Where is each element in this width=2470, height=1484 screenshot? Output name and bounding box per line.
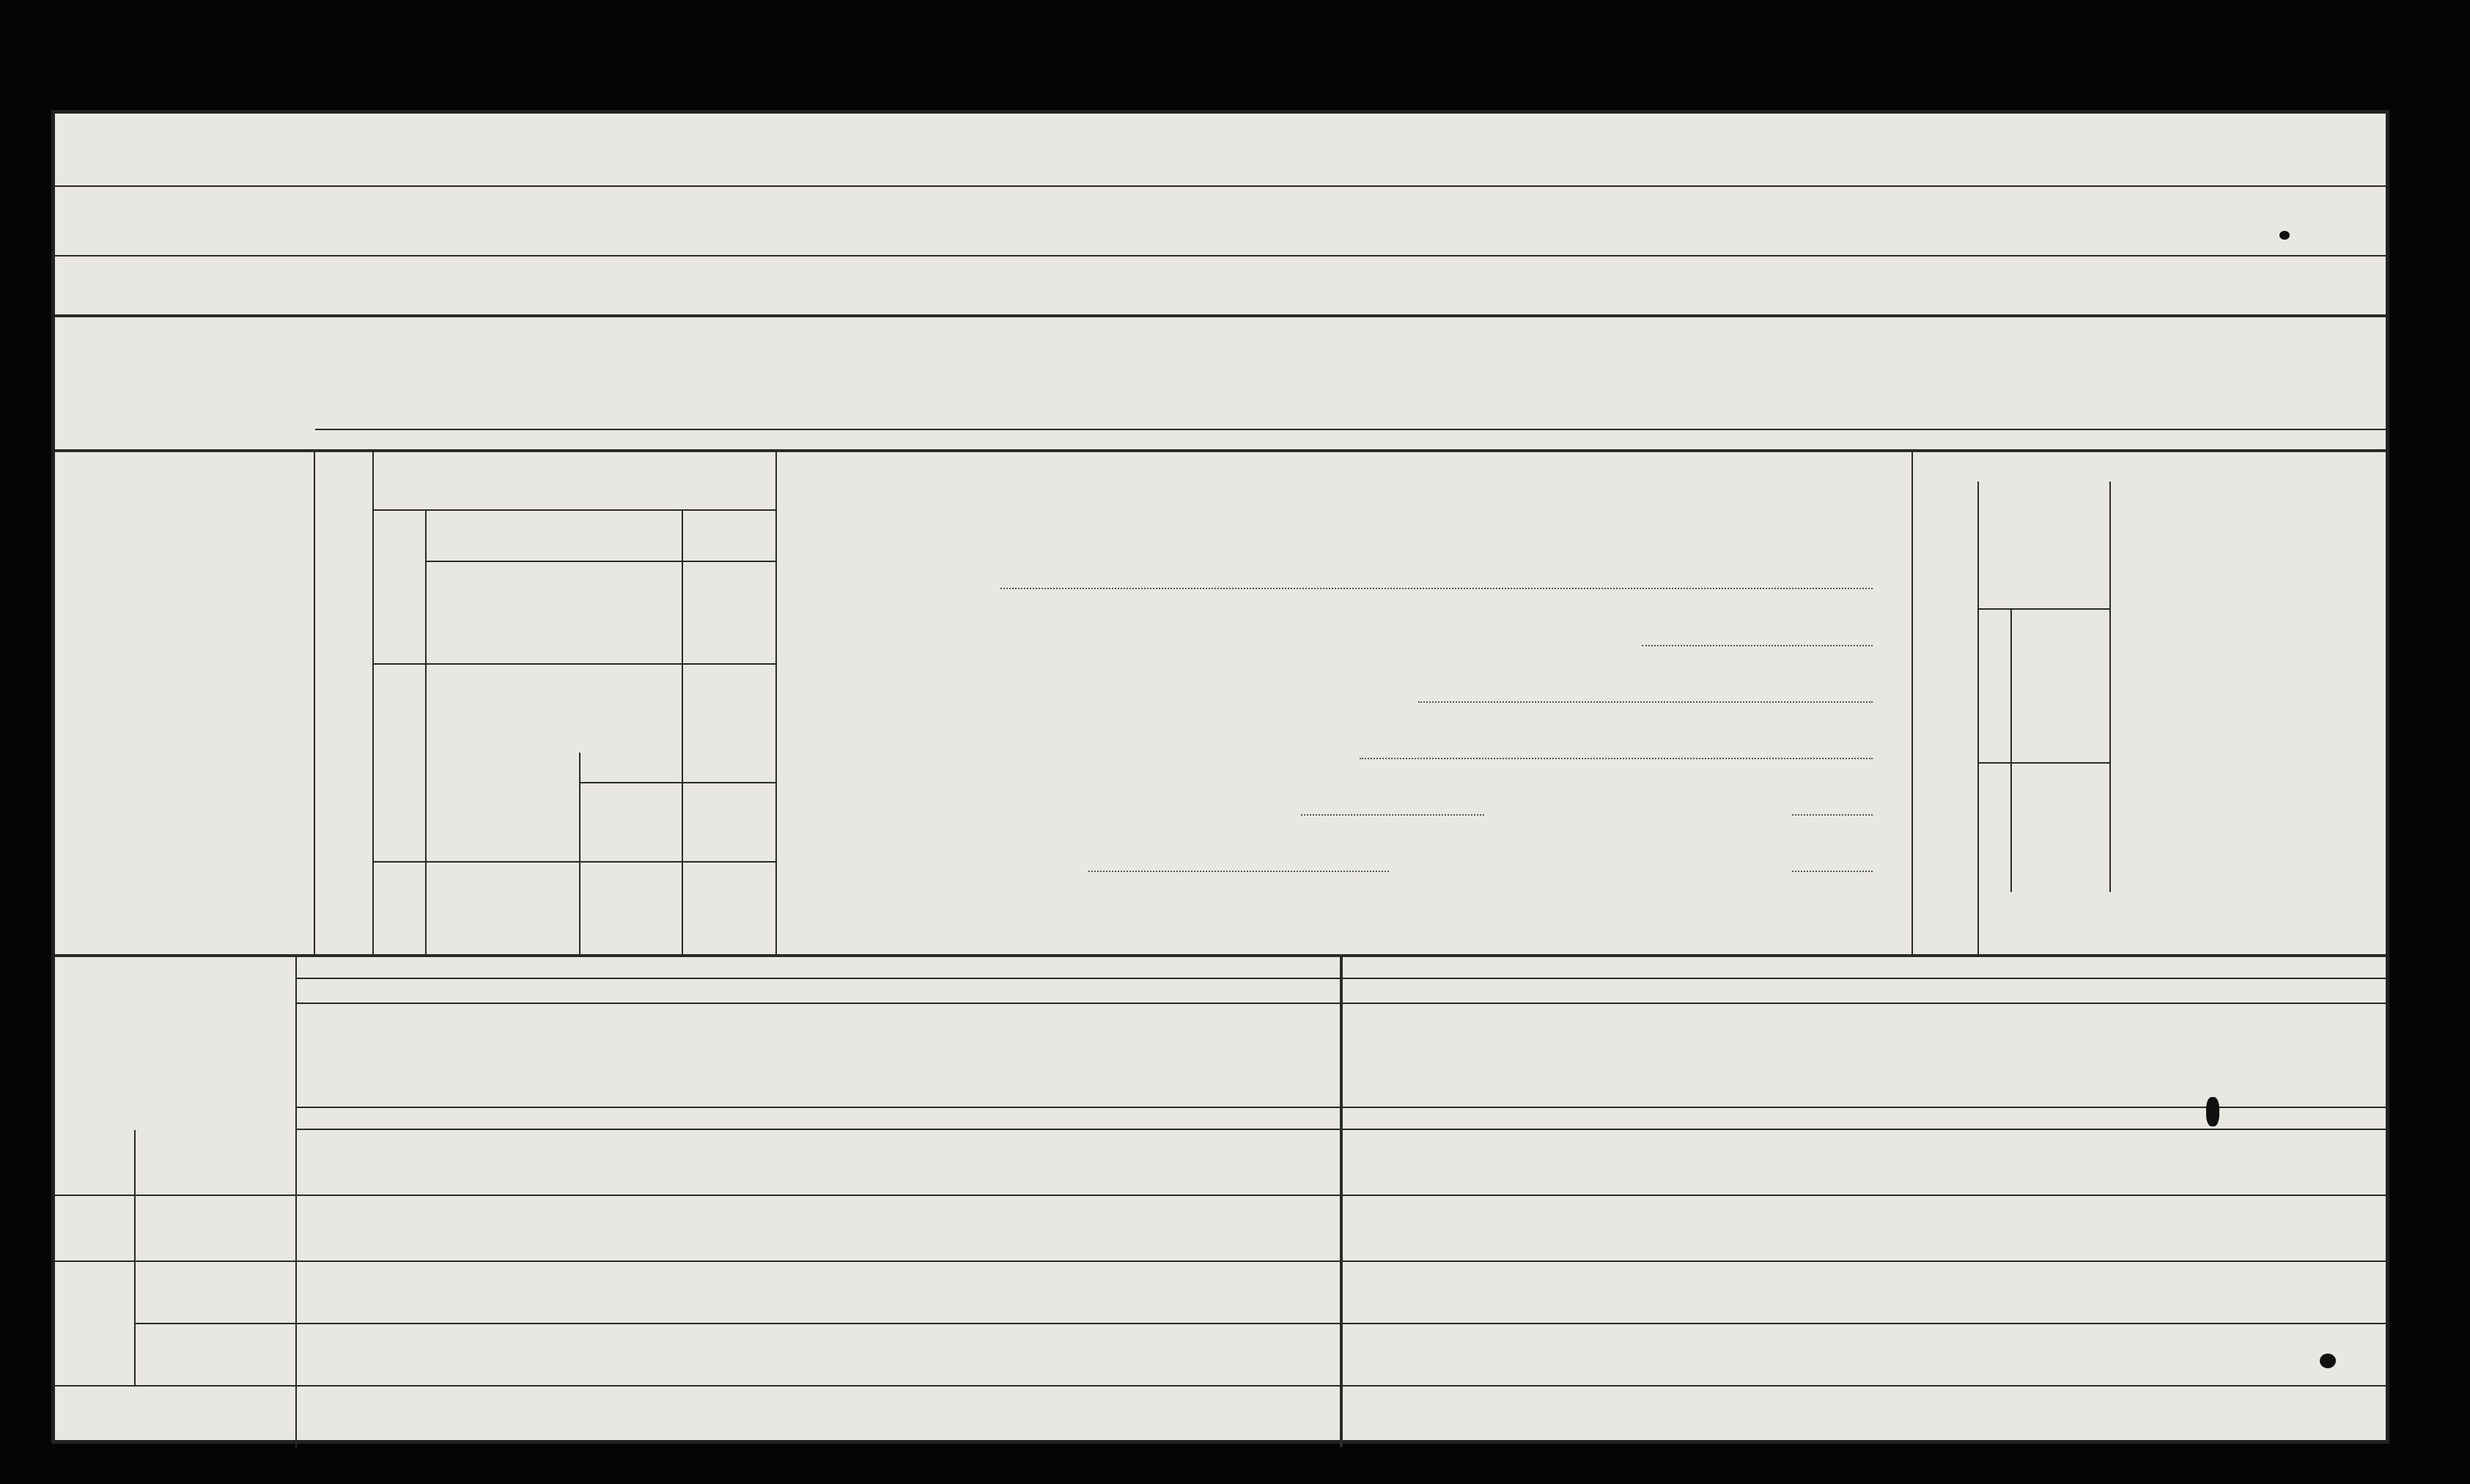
- blank-market: [1088, 871, 1389, 872]
- blank-farming: [1360, 758, 1873, 759]
- divider: [374, 452, 777, 863]
- divider: [55, 1130, 136, 1387]
- blank-village: [1301, 814, 1484, 816]
- blank-village-distance: [1792, 814, 1873, 816]
- hired-workers-block: [55, 452, 315, 954]
- blank-owner: [1000, 588, 1873, 589]
- blank-other-land: [1642, 645, 1873, 646]
- middle-section: [55, 452, 2386, 954]
- arenda-table: [55, 954, 2386, 1447]
- blank-land-type: [1418, 701, 1873, 703]
- hired-question-col: [315, 452, 374, 954]
- divider: [1979, 481, 2111, 764]
- ink-spot: [2320, 1354, 2336, 1368]
- ink-spot: [2206, 1097, 2219, 1126]
- divider: [136, 1262, 2386, 1324]
- census-card-sheet: [51, 110, 2389, 1444]
- ink-spot: [2279, 231, 2290, 240]
- divider: [425, 511, 427, 954]
- divider: [55, 114, 2386, 452]
- crop-table: [55, 114, 2386, 451]
- divider: [55, 1196, 2386, 1262]
- divider: [579, 753, 777, 783]
- population-vertical-col: [1913, 481, 1979, 954]
- private-holdings-block: [777, 452, 1913, 954]
- blank-market-distance: [1792, 871, 1873, 872]
- divider: [136, 1130, 2386, 1196]
- divider: [55, 1324, 2386, 1387]
